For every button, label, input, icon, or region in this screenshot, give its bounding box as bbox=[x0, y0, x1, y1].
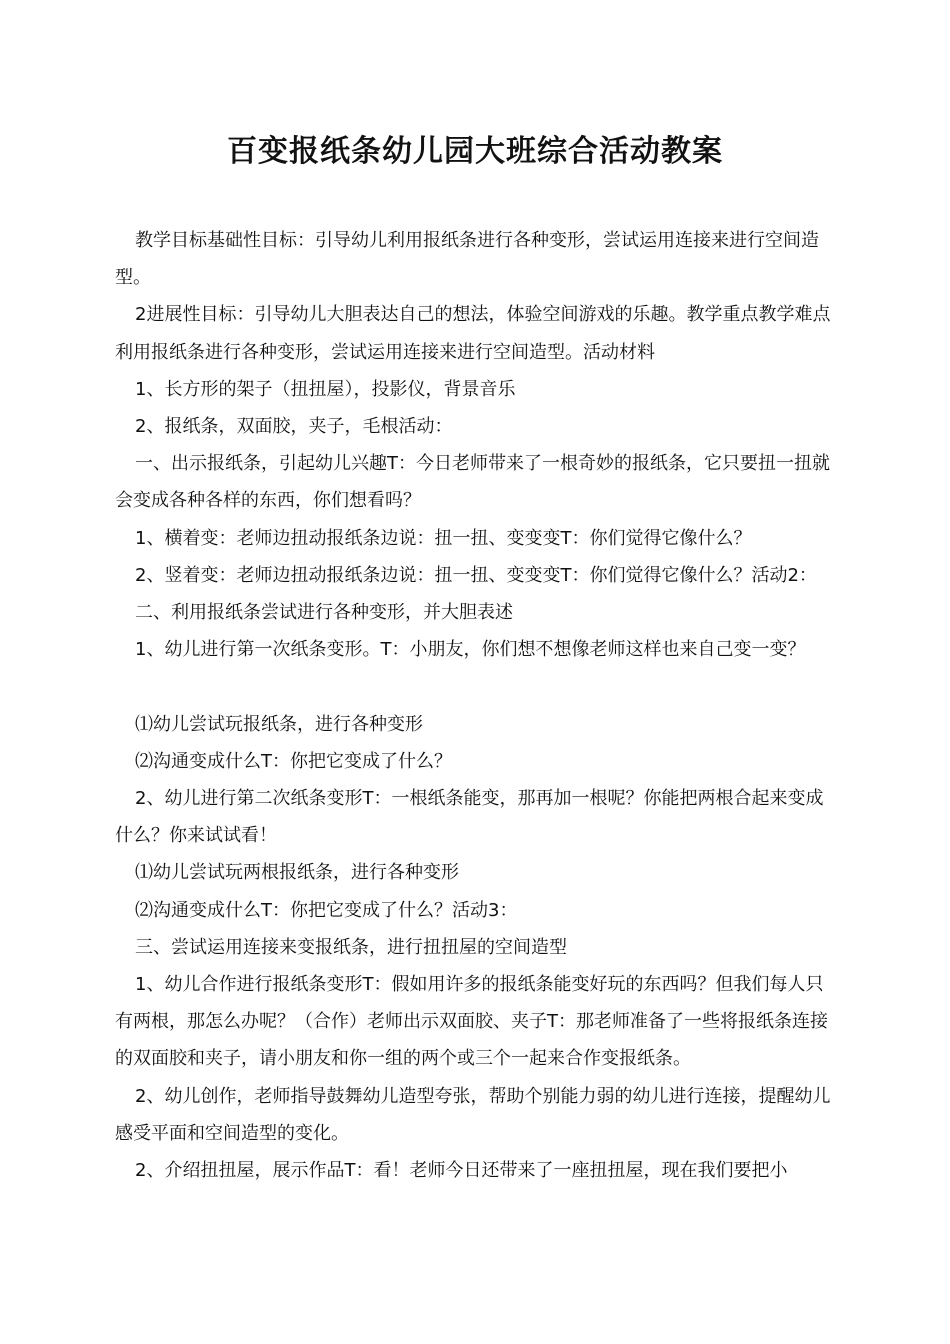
paragraph: ⑴幼儿尝试玩报纸条，进行各种变形 bbox=[135, 713, 423, 735]
paragraph: 2进展性目标：引导幼儿大胆表达自己的想法，体验空间游戏的乐趣。教学重点教学难点利用报纸条进行各种变形，尝试运用连接来进行空间造型。活动材料 bbox=[115, 304, 831, 363]
paragraph: 2、幼儿创作，老师指导鼓舞幼儿造型夸张，帮助个别能力弱的幼儿进行连接，提醒幼儿感受平面和空间造型的变化。 bbox=[115, 1085, 831, 1144]
paragraph: 2、幼儿进行第二次纸条变形T：一根纸条能变，那再加一根呢？你能把两根合起来变成什么？你来试试看！ bbox=[115, 788, 824, 847]
document-body bbox=[115, 222, 840, 1189]
paragraph: 1、长方形的架子（扭扭屋），投影仪，背景音乐 bbox=[135, 378, 516, 400]
paragraph: 2、介绍扭扭屋，展示作品T：看！老师今日还带来了一座扭扭屋，现在我们要把小 bbox=[135, 1160, 788, 1182]
paragraph: 三、尝试运用连接来变报纸条，进行扭扭屋的空间造型 bbox=[135, 936, 567, 958]
paragraph: ⑴幼儿尝试玩两根报纸条，进行各种变形 bbox=[135, 862, 459, 884]
paragraph: ⑵沟通变成什么T：你把它变成了什么？活动3： bbox=[135, 899, 518, 921]
paragraph: 教学目标基础性目标：引导幼儿利用报纸条进行各种变形，尝试运用连接来进行空间造型。 bbox=[115, 230, 819, 289]
paragraph: 二、利用报纸条尝试进行各种变形，并大胆表述 bbox=[135, 602, 513, 624]
blank-line bbox=[115, 668, 840, 705]
paragraph: 2、报纸条，双面胶，夹子，毛根活动： bbox=[135, 416, 453, 438]
paragraph: 2、竖着变：老师边扭动报纸条边说：扭一扭、变变变T：你们觉得它像什么？活动2： bbox=[135, 564, 817, 586]
paragraph: 1、幼儿进行第一次纸条变形。T：小朋友，你们想不想像老师这样也来自己变一变？ bbox=[135, 639, 806, 661]
paragraph: 1、横着变：老师边扭动报纸条边说：扭一扭、变变变T：你们觉得它像什么？ bbox=[135, 527, 752, 549]
paragraph: 1、幼儿合作进行报纸条变形T：假如用许多的报纸条能变好玩的东西吗？但我们每人只有两根，那怎么办呢？（合作）老师出示双面胶、夹子T：那老师准备了一些将报纸条连接的双面胶和夹子，请小朋友和你一组的两个或三个一起来合作变报纸条。 bbox=[115, 974, 828, 1070]
document-title: 百变报纸条幼儿园大班综合活动教案 bbox=[227, 134, 723, 169]
paragraph: ⑵沟通变成什么T：你把它变成了什么？ bbox=[135, 750, 452, 772]
paragraph: 一、出示报纸条，引起幼儿兴趣T：今日老师带来了一根奇妙的报纸条，它只要扭一扭就会变成各种各样的东西，你们想看吗？ bbox=[115, 453, 830, 512]
